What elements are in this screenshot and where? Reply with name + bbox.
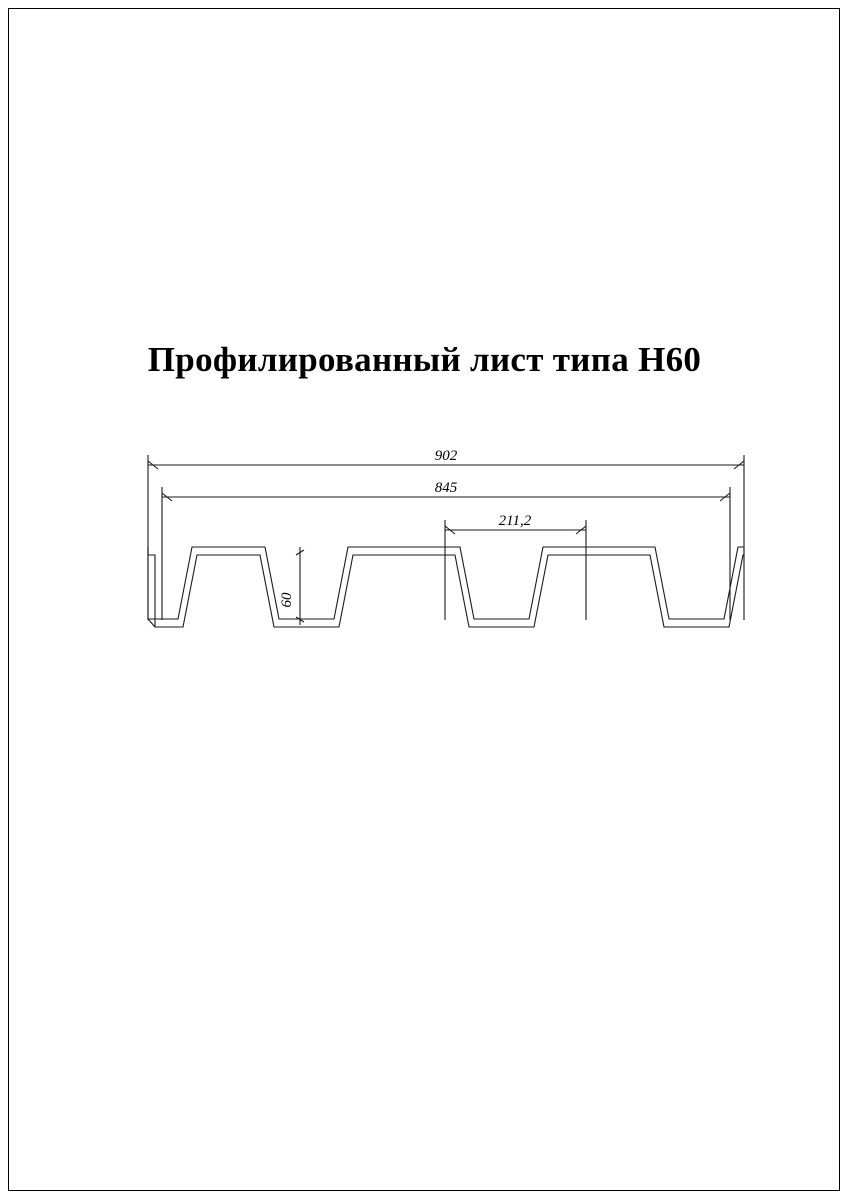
profile-outline-lower xyxy=(148,555,744,627)
dim-label-902: 902 xyxy=(434,448,458,464)
dim-label-60: 60 xyxy=(279,592,295,608)
profile-left-bottom-edge xyxy=(148,619,155,627)
dim-label-211-2: 211,2 xyxy=(498,513,532,529)
profile-outline-upper xyxy=(148,547,744,619)
page-title: Профилированный лист типа Н60 xyxy=(147,340,702,379)
profile-cross-section-drawing xyxy=(110,425,770,685)
dim-label-845: 845 xyxy=(434,480,458,496)
